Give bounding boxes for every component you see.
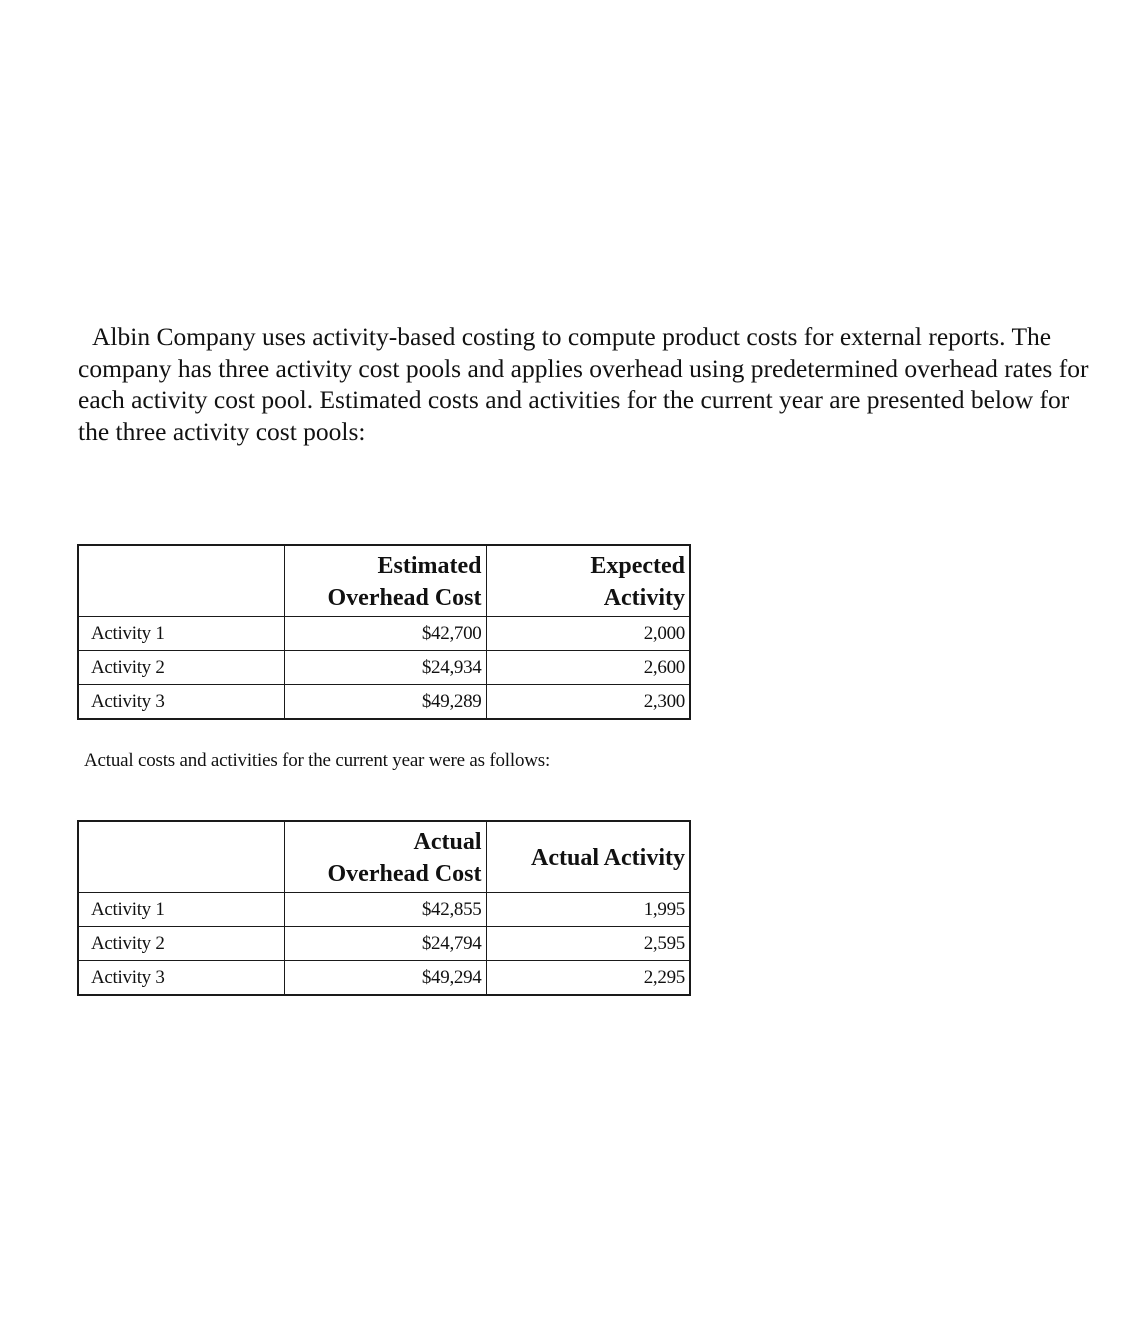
activity-name: Activity 2 bbox=[78, 927, 284, 961]
table-row bbox=[78, 617, 690, 651]
header-estimated-overhead-cost bbox=[284, 545, 486, 617]
estimated-overhead-cost: $24,934 bbox=[284, 651, 486, 685]
header-line: Estimated bbox=[377, 553, 482, 579]
header-activity bbox=[78, 821, 284, 893]
estimated-overhead-cost: $42,700 bbox=[284, 617, 486, 651]
table-row bbox=[78, 961, 690, 996]
estimated-costs-table bbox=[77, 544, 691, 720]
table-row bbox=[78, 893, 690, 927]
header-line: Activity bbox=[603, 585, 685, 611]
actual-activity: 2,295 bbox=[486, 961, 690, 996]
actual-costs-table bbox=[77, 820, 691, 996]
table-header-row bbox=[78, 545, 690, 617]
header-activity bbox=[78, 545, 284, 617]
expected-activity: 2,600 bbox=[486, 651, 690, 685]
actual-overhead-cost: $42,855 bbox=[284, 893, 486, 927]
header-line: Actual bbox=[413, 829, 482, 855]
activity-name: Activity 2 bbox=[78, 651, 284, 685]
actual-activity: 1,995 bbox=[486, 893, 690, 927]
problem-intro-paragraph: Albin Company uses activity-based costing to compute product costs for external reports. The company has three activity cost pools and applies overhead using predetermined overhead rates for each activity cost pool. Estimated costs and activities for the current year are presented below for the three activity cost pools: bbox=[78, 322, 1089, 446]
table-row bbox=[78, 685, 690, 720]
actual-overhead-cost: $49,294 bbox=[284, 961, 486, 996]
header-actual-activity: Actual Activity bbox=[486, 821, 690, 893]
actual-activity: 2,595 bbox=[486, 927, 690, 961]
activity-name: Activity 3 bbox=[78, 961, 284, 996]
header-line: Expected bbox=[590, 553, 685, 579]
activity-name: Activity 1 bbox=[78, 617, 284, 651]
header-actual-overhead-cost bbox=[284, 821, 486, 893]
header-line: Overhead Cost bbox=[327, 585, 482, 611]
actual-costs-caption: Actual costs and activities for the current year were as follows: bbox=[84, 750, 551, 771]
header-line: Overhead Cost bbox=[327, 861, 482, 887]
expected-activity: 2,000 bbox=[486, 617, 690, 651]
activity-name: Activity 1 bbox=[78, 893, 284, 927]
table-row bbox=[78, 651, 690, 685]
expected-activity: 2,300 bbox=[486, 685, 690, 720]
actual-overhead-cost: $24,794 bbox=[284, 927, 486, 961]
header-expected-activity bbox=[486, 545, 690, 617]
table-row bbox=[78, 927, 690, 961]
activity-name: Activity 3 bbox=[78, 685, 284, 720]
table-header-row bbox=[78, 821, 690, 893]
estimated-overhead-cost: $49,289 bbox=[284, 685, 486, 720]
